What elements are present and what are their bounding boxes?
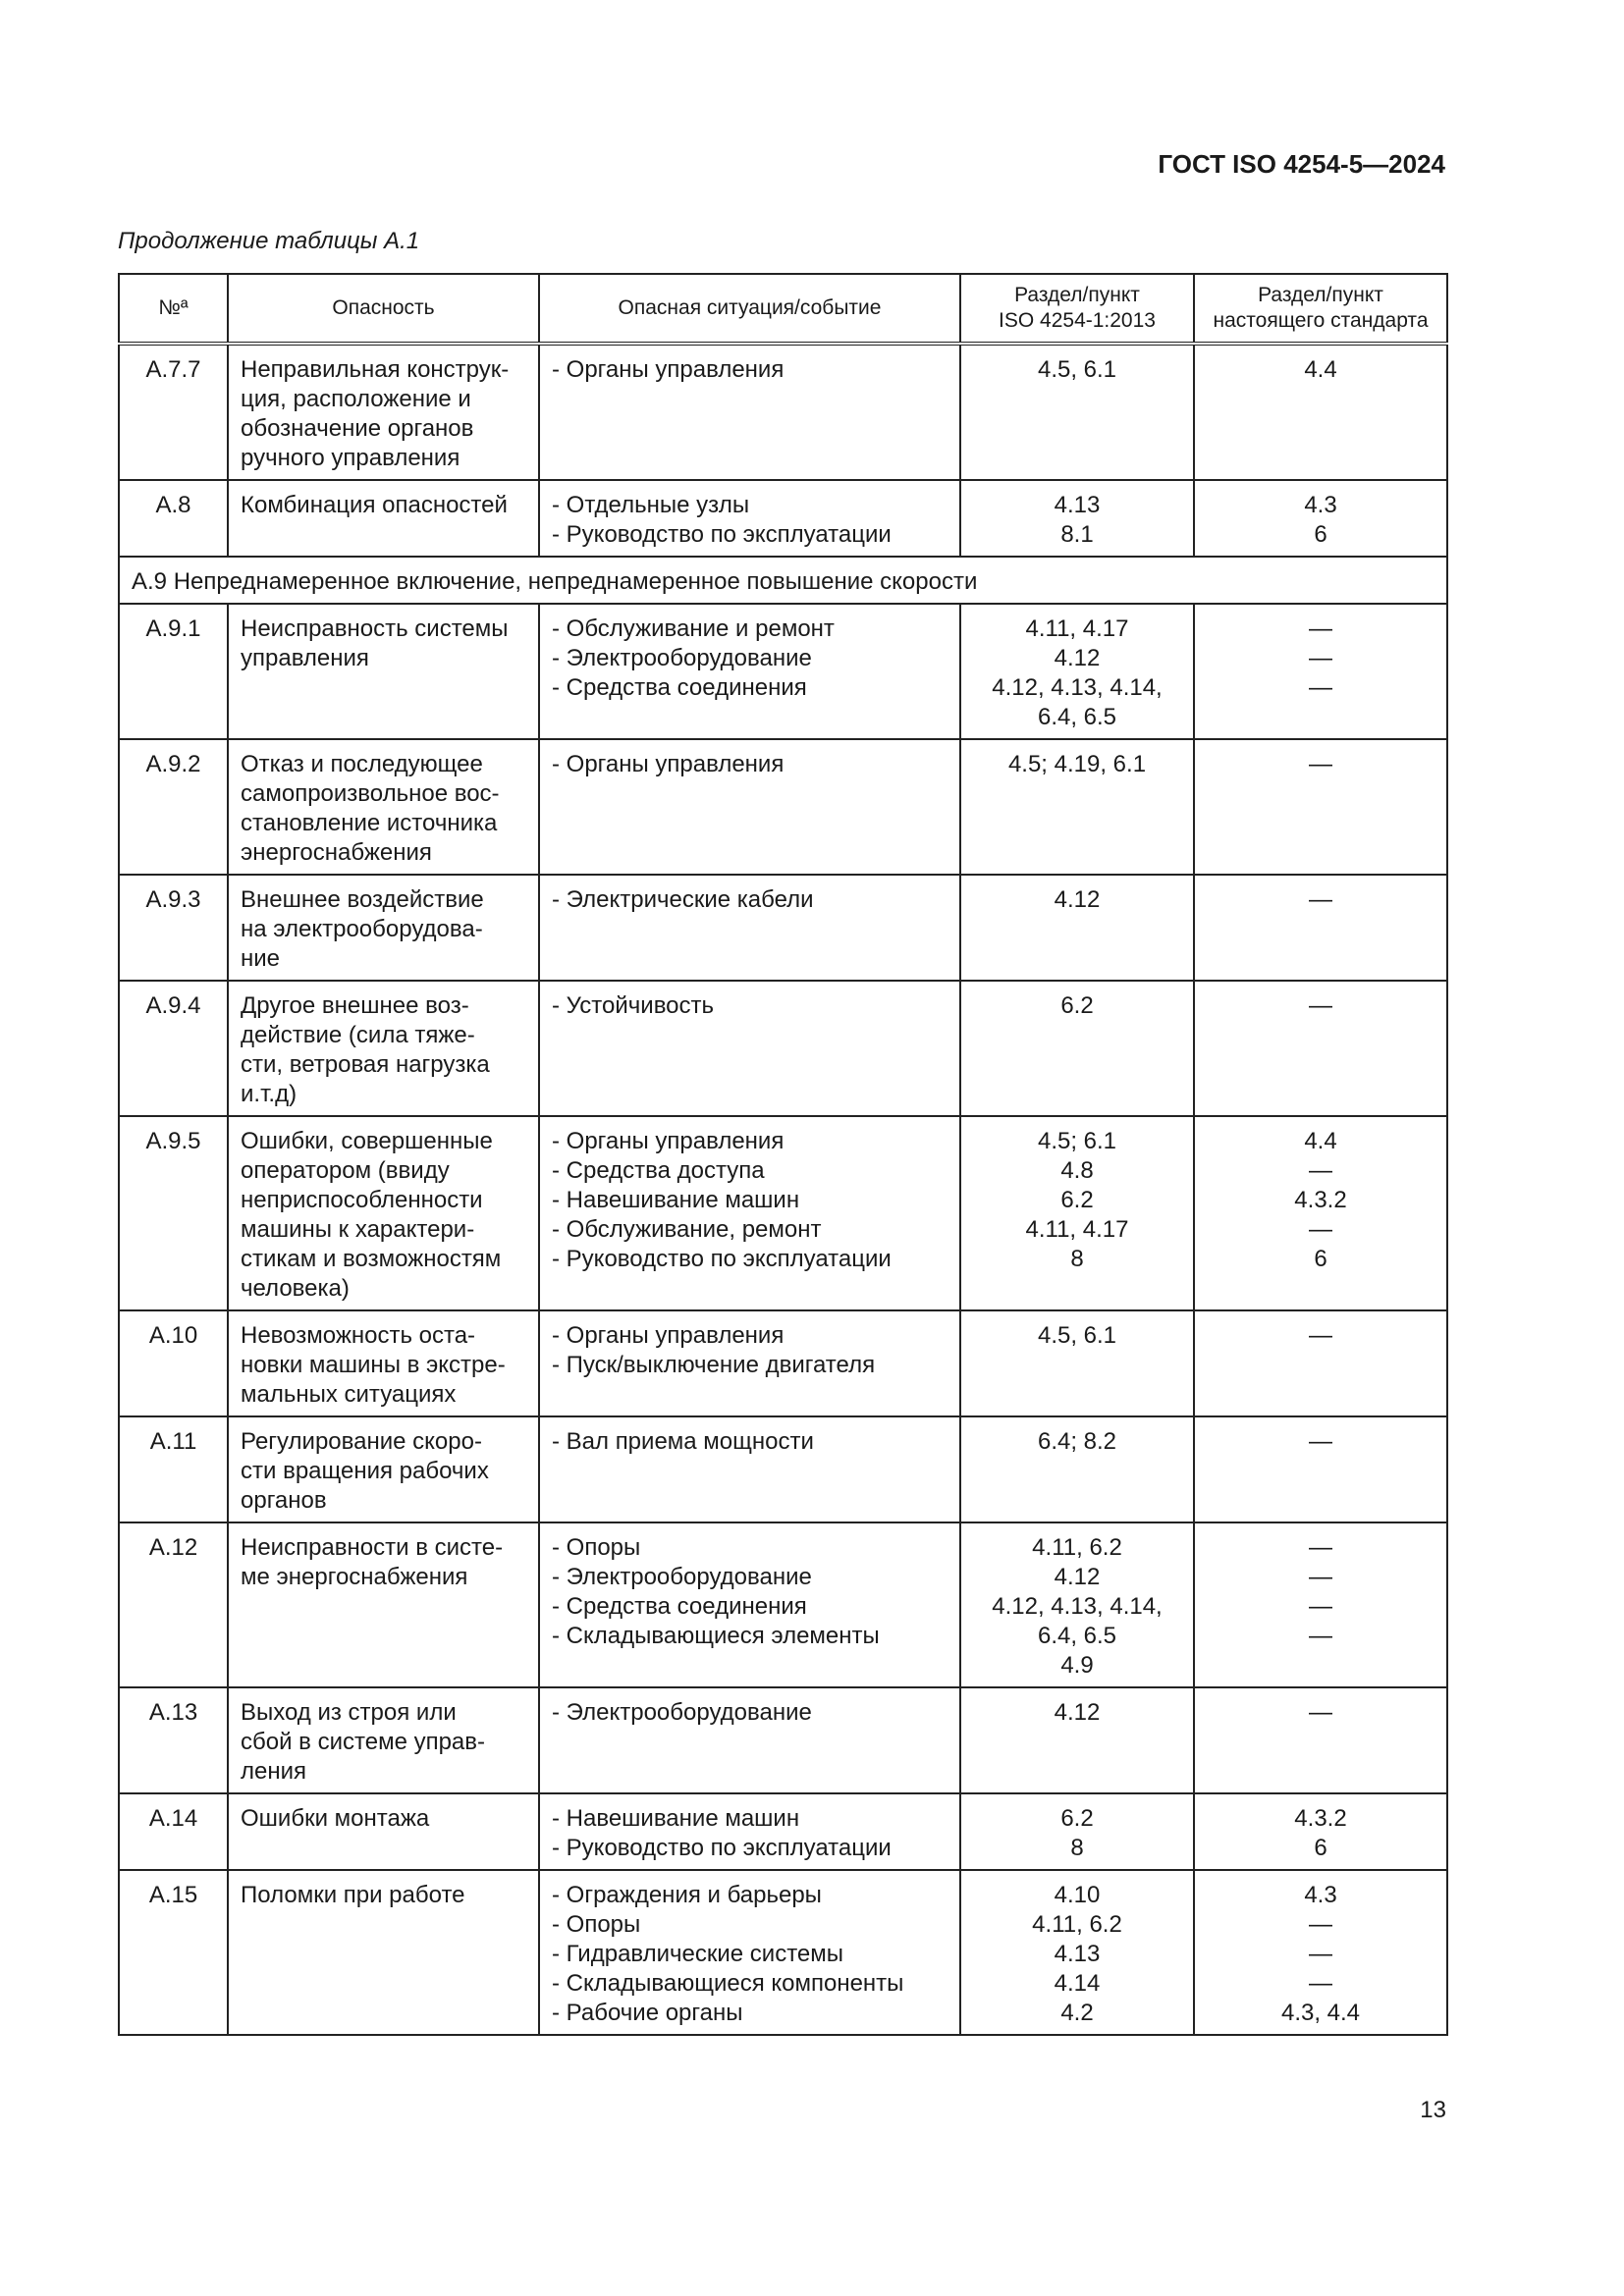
hazard-line: новки машины в экстре- bbox=[241, 1352, 506, 1378]
header-iso-line-2: ISO 4254-1:2013 bbox=[999, 309, 1156, 332]
hazard-line: Неисправности в систе- bbox=[241, 1534, 504, 1561]
cell-hazard bbox=[228, 739, 539, 875]
hazard-line: энергоснабжения bbox=[241, 839, 432, 866]
situation-line: - Ограждения и барьеры bbox=[552, 1882, 822, 1908]
iso-section-line: 4.9 bbox=[1060, 1652, 1094, 1679]
cell-hazard bbox=[228, 480, 539, 557]
iso-section-line: 6.2 bbox=[1060, 992, 1094, 1019]
situation-line: - Органы управления bbox=[552, 1128, 785, 1154]
cell-situation bbox=[539, 739, 960, 875]
cell-std-section bbox=[1194, 739, 1447, 875]
cell-situation bbox=[539, 1522, 960, 1687]
situation-line: - Устойчивость bbox=[552, 992, 715, 1019]
iso-section-line: 4.14 bbox=[1054, 1970, 1101, 1997]
header-hazard: Опасность bbox=[228, 274, 539, 344]
header-situation: Опасная ситуация/событие bbox=[539, 274, 960, 344]
hazard-line: обозначение органов bbox=[241, 415, 474, 442]
std-section-line: — bbox=[1309, 1593, 1332, 1620]
cell-hazard bbox=[228, 1116, 539, 1310]
std-section-line: — bbox=[1309, 886, 1332, 913]
cell-number: А.8 bbox=[119, 480, 228, 557]
cell-iso-section bbox=[960, 981, 1194, 1116]
hazard-line: действие (сила тяже- bbox=[241, 1022, 475, 1048]
cell-std-section bbox=[1194, 1793, 1447, 1870]
cell-number: А.12 bbox=[119, 1522, 228, 1687]
situation-line: - Обслуживание и ремонт bbox=[552, 615, 835, 642]
hazard-line: ция, расположение и bbox=[241, 386, 471, 412]
hazard-line: неприспособленности bbox=[241, 1187, 483, 1213]
iso-section-line: 4.11, 4.17 bbox=[1025, 615, 1129, 642]
hazard-line: Отказ и последующее bbox=[241, 751, 483, 777]
std-section-line: 6 bbox=[1314, 521, 1327, 548]
std-section-line: 4.4 bbox=[1304, 1128, 1337, 1154]
std-section-line: 4.4 bbox=[1304, 356, 1337, 383]
std-section-line: — bbox=[1309, 1970, 1332, 1997]
std-section-line: — bbox=[1309, 992, 1332, 1019]
cell-iso-section bbox=[960, 604, 1194, 739]
std-section-line: — bbox=[1309, 1157, 1332, 1184]
cell-number: А.9.5 bbox=[119, 1116, 228, 1310]
cell-number: А.9.4 bbox=[119, 981, 228, 1116]
cell-hazard bbox=[228, 1416, 539, 1522]
std-section-line: 4.3, 4.4 bbox=[1280, 2000, 1361, 2026]
std-section-line: 4.3 bbox=[1304, 492, 1337, 518]
cell-iso-section bbox=[960, 1522, 1194, 1687]
hazard-line: Поломки при работе bbox=[241, 1882, 465, 1908]
std-section-line: — bbox=[1309, 1322, 1332, 1349]
situation-line: - Руководство по эксплуатации bbox=[552, 1246, 892, 1272]
std-section-line: — bbox=[1309, 1564, 1332, 1590]
table-row bbox=[119, 604, 1447, 739]
situation-line: - Рабочие органы bbox=[552, 2000, 743, 2026]
header-std-section bbox=[1194, 274, 1447, 344]
cell-situation bbox=[539, 981, 960, 1116]
iso-section-line: 4.8 bbox=[1060, 1157, 1094, 1184]
iso-section-line: 8 bbox=[1070, 1246, 1084, 1272]
situation-line: - Средства соединения bbox=[552, 674, 807, 701]
cell-iso-section bbox=[960, 1116, 1194, 1310]
situation-line: - Опоры bbox=[552, 1911, 641, 1938]
hazard-line: Неправильная конструк- bbox=[241, 356, 510, 383]
hazard-line: сти, ветровая нагрузка bbox=[241, 1051, 490, 1078]
table-row bbox=[119, 480, 1447, 557]
cell-number: А.14 bbox=[119, 1793, 228, 1870]
std-section-line: 4.3 bbox=[1304, 1882, 1337, 1908]
table-row bbox=[119, 344, 1447, 480]
std-section-line: — bbox=[1309, 751, 1332, 777]
cell-iso-section bbox=[960, 875, 1194, 981]
iso-section-line: 6.4, 6.5 bbox=[1037, 1623, 1117, 1649]
cell-hazard bbox=[228, 1522, 539, 1687]
iso-section-line: 4.5, 6.1 bbox=[1037, 356, 1117, 383]
situation-line: - Средства соединения bbox=[552, 1593, 807, 1620]
hazard-line: Регулирование скоро- bbox=[241, 1428, 482, 1455]
situation-line: - Органы управления bbox=[552, 1322, 785, 1349]
std-section-line: 6 bbox=[1314, 1246, 1327, 1272]
header-iso-section bbox=[960, 274, 1194, 344]
iso-section-line: 4.12, 4.13, 4.14, bbox=[992, 1593, 1163, 1620]
cell-situation bbox=[539, 604, 960, 739]
table-row bbox=[119, 1310, 1447, 1416]
situation-line: - Средства доступа bbox=[552, 1157, 765, 1184]
iso-section-line: 4.11, 6.2 bbox=[1032, 1911, 1122, 1938]
cell-number: А.9.3 bbox=[119, 875, 228, 981]
std-section-line: — bbox=[1309, 674, 1332, 701]
hazard-line: Невозможность оста- bbox=[241, 1322, 476, 1349]
hazard-line: на электрооборудова- bbox=[241, 916, 483, 942]
iso-section-line: 4.12, 4.13, 4.14, bbox=[992, 674, 1163, 701]
situation-line: - Складывающиеся компоненты bbox=[552, 1970, 904, 1997]
iso-section-line: 4.2 bbox=[1060, 2000, 1094, 2026]
cell-std-section bbox=[1194, 1416, 1447, 1522]
cell-std-section bbox=[1194, 1870, 1447, 2035]
iso-section-line: 8 bbox=[1070, 1835, 1084, 1861]
hazard-line: ления bbox=[241, 1758, 307, 1785]
cell-hazard bbox=[228, 1687, 539, 1793]
table-group-row bbox=[119, 557, 1447, 604]
iso-section-line: 4.11, 4.17 bbox=[1025, 1216, 1129, 1243]
iso-section-line: 6.4, 6.5 bbox=[1037, 704, 1117, 730]
group-title: А.9 Непреднамеренное включение, непреднамеренное повышение скорости bbox=[119, 557, 1447, 604]
cell-std-section bbox=[1194, 1310, 1447, 1416]
iso-section-line: 4.5, 6.1 bbox=[1037, 1322, 1117, 1349]
cell-hazard bbox=[228, 1310, 539, 1416]
hazard-line: и.т.д) bbox=[241, 1081, 298, 1107]
table-row bbox=[119, 1416, 1447, 1522]
cell-number: А.10 bbox=[119, 1310, 228, 1416]
table-caption: Продолжение таблицы А.1 bbox=[118, 228, 420, 254]
cell-situation bbox=[539, 1416, 960, 1522]
situation-line: - Руководство по эксплуатации bbox=[552, 521, 892, 548]
table-row bbox=[119, 1687, 1447, 1793]
iso-section-line: 6.2 bbox=[1060, 1805, 1094, 1832]
cell-iso-section bbox=[960, 480, 1194, 557]
hazard-line: ручного управления bbox=[241, 445, 460, 471]
hazard-line: стикам и возможностям bbox=[241, 1246, 502, 1272]
situation-line: - Обслуживание, ремонт bbox=[552, 1216, 822, 1243]
cell-hazard bbox=[228, 1870, 539, 2035]
iso-section-line: 4.13 bbox=[1054, 492, 1101, 518]
cell-iso-section bbox=[960, 739, 1194, 875]
situation-line: - Органы управления bbox=[552, 356, 785, 383]
cell-situation bbox=[539, 344, 960, 480]
hazard-line: самопроизвольное вос- bbox=[241, 780, 500, 807]
table-row bbox=[119, 875, 1447, 981]
situation-line: - Электрические кабели bbox=[552, 886, 814, 913]
cell-std-section bbox=[1194, 344, 1447, 480]
cell-hazard bbox=[228, 875, 539, 981]
cell-iso-section bbox=[960, 1310, 1194, 1416]
cell-iso-section bbox=[960, 1793, 1194, 1870]
document-code: ГОСТ ISO 4254-5—2024 bbox=[1158, 149, 1445, 179]
cell-iso-section bbox=[960, 1687, 1194, 1793]
iso-section-line: 8.1 bbox=[1060, 521, 1094, 548]
cell-number: А.11 bbox=[119, 1416, 228, 1522]
table-row bbox=[119, 1116, 1447, 1310]
std-section-line: — bbox=[1309, 1216, 1332, 1243]
cell-number: А.9.2 bbox=[119, 739, 228, 875]
std-section-line: 4.3.2 bbox=[1294, 1187, 1347, 1213]
table-header-row bbox=[119, 274, 1447, 344]
cell-hazard bbox=[228, 1793, 539, 1870]
situation-line: - Навешивание машин bbox=[552, 1805, 800, 1832]
hazard-line: управления bbox=[241, 645, 369, 671]
hazards-table bbox=[118, 273, 1448, 2036]
cell-number: А.9.1 bbox=[119, 604, 228, 739]
std-section-line: — bbox=[1309, 615, 1332, 642]
iso-section-line: 4.12 bbox=[1054, 1699, 1101, 1726]
cell-std-section bbox=[1194, 1116, 1447, 1310]
hazard-line: Другое внешнее воз- bbox=[241, 992, 469, 1019]
iso-section-line: 4.13 bbox=[1054, 1941, 1101, 1967]
situation-line: - Отдельные узлы bbox=[552, 492, 750, 518]
std-section-line: — bbox=[1309, 1534, 1332, 1561]
header-std-line-2: настоящего стандарта bbox=[1213, 309, 1429, 332]
iso-section-line: 6.4; 8.2 bbox=[1037, 1428, 1117, 1455]
iso-section-line: 4.10 bbox=[1054, 1882, 1101, 1908]
std-section-line: — bbox=[1309, 1911, 1332, 1938]
situation-line: - Опоры bbox=[552, 1534, 641, 1561]
cell-std-section bbox=[1194, 1687, 1447, 1793]
hazard-line: оператором (ввиду bbox=[241, 1157, 450, 1184]
cell-situation bbox=[539, 1870, 960, 2035]
cell-std-section bbox=[1194, 604, 1447, 739]
hazard-line: ме энергоснабжения bbox=[241, 1564, 468, 1590]
std-section-line: — bbox=[1309, 1428, 1332, 1455]
iso-section-line: 4.11, 6.2 bbox=[1032, 1534, 1122, 1561]
std-section-line: — bbox=[1309, 645, 1332, 671]
cell-number: А.15 bbox=[119, 1870, 228, 2035]
iso-section-line: 4.12 bbox=[1054, 1564, 1101, 1590]
cell-std-section bbox=[1194, 875, 1447, 981]
cell-situation bbox=[539, 1687, 960, 1793]
cell-iso-section bbox=[960, 1870, 1194, 2035]
hazard-line: ние bbox=[241, 945, 281, 972]
hazard-line: Комбинация опасностей bbox=[241, 492, 508, 518]
table-row bbox=[119, 1870, 1447, 2035]
cell-std-section bbox=[1194, 480, 1447, 557]
situation-line: - Органы управления bbox=[552, 751, 785, 777]
situation-line: - Гидравлические системы bbox=[552, 1941, 844, 1967]
hazard-line: Неисправность системы bbox=[241, 615, 509, 642]
std-section-line: 6 bbox=[1314, 1835, 1327, 1861]
hazard-line: Ошибки, совершенные bbox=[241, 1128, 493, 1154]
situation-line: - Электрооборудование bbox=[552, 645, 812, 671]
cell-number: А.13 bbox=[119, 1687, 228, 1793]
situation-line: - Руководство по эксплуатации bbox=[552, 1835, 892, 1861]
page-number: 13 bbox=[1420, 2097, 1446, 2123]
hazard-line: становление источника bbox=[241, 810, 498, 836]
cell-situation bbox=[539, 1310, 960, 1416]
cell-situation bbox=[539, 1793, 960, 1870]
iso-section-line: 4.12 bbox=[1054, 645, 1101, 671]
cell-situation bbox=[539, 1116, 960, 1310]
header-std-line-1: Раздел/пункт bbox=[1258, 284, 1383, 306]
iso-section-line: 6.2 bbox=[1060, 1187, 1094, 1213]
table-row bbox=[119, 1793, 1447, 1870]
cell-hazard bbox=[228, 344, 539, 480]
hazard-line: сти вращения рабочих bbox=[241, 1458, 489, 1484]
hazard-line: органов bbox=[241, 1487, 327, 1514]
hazard-line: Выход из строя или bbox=[241, 1699, 457, 1726]
situation-line: - Электрооборудование bbox=[552, 1699, 812, 1726]
cell-situation bbox=[539, 875, 960, 981]
situation-line: - Вал приема мощности bbox=[552, 1428, 814, 1455]
situation-line: - Складывающиеся элементы bbox=[552, 1623, 880, 1649]
situation-line: - Навешивание машин bbox=[552, 1187, 800, 1213]
header-iso-line-1: Раздел/пункт bbox=[1014, 284, 1140, 306]
hazard-line: машины к характери- bbox=[241, 1216, 475, 1243]
iso-section-line: 4.5; 6.1 bbox=[1037, 1128, 1117, 1154]
iso-section-line: 4.12 bbox=[1054, 886, 1101, 913]
situation-line: - Пуск/выключение двигателя bbox=[552, 1352, 876, 1378]
table-row bbox=[119, 1522, 1447, 1687]
cell-hazard bbox=[228, 604, 539, 739]
std-section-line: — bbox=[1309, 1623, 1332, 1649]
cell-hazard bbox=[228, 981, 539, 1116]
cell-iso-section bbox=[960, 344, 1194, 480]
hazard-line: сбой в системе управ- bbox=[241, 1729, 486, 1755]
cell-std-section bbox=[1194, 1522, 1447, 1687]
table-row bbox=[119, 739, 1447, 875]
std-section-line: — bbox=[1309, 1941, 1332, 1967]
hazard-line: человека) bbox=[241, 1275, 350, 1302]
cell-number: А.7.7 bbox=[119, 344, 228, 480]
hazard-line: мальных ситуациях bbox=[241, 1381, 457, 1408]
cell-iso-section bbox=[960, 1416, 1194, 1522]
hazard-line: Ошибки монтажа bbox=[241, 1805, 430, 1832]
cell-situation bbox=[539, 480, 960, 557]
std-section-line: — bbox=[1309, 1699, 1332, 1726]
std-section-line: 4.3.2 bbox=[1294, 1805, 1347, 1832]
iso-section-line: 4.5; 4.19, 6.1 bbox=[1007, 751, 1147, 777]
cell-std-section bbox=[1194, 981, 1447, 1116]
hazard-line: Внешнее воздействие bbox=[241, 886, 484, 913]
table-row bbox=[119, 981, 1447, 1116]
situation-line: - Электрооборудование bbox=[552, 1564, 812, 1590]
header-num: №ª bbox=[119, 274, 228, 344]
